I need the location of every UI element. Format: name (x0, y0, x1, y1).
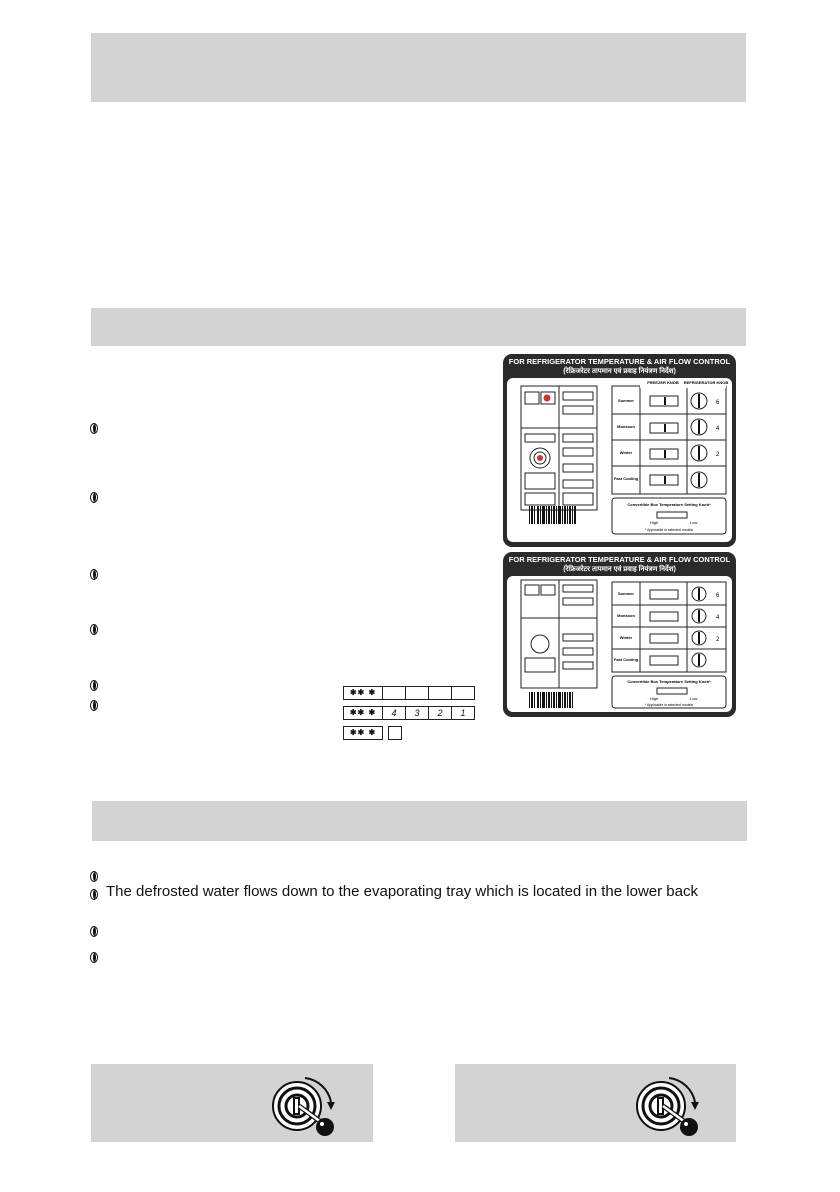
barcode-icon (529, 692, 573, 708)
freezer-star-label: ✱✱ ✱ (343, 706, 383, 720)
knob-setting: 6 (716, 400, 720, 406)
bullet-icon (90, 952, 98, 963)
freezer-knob-label: FREEZER KNOB (647, 380, 679, 385)
bullet-icon (90, 423, 98, 434)
note-label: * Applicable in selected models (644, 703, 694, 707)
freezer-scale-row-3 (343, 726, 402, 740)
bullet-icon (90, 624, 98, 635)
defrost-text-line: The defrosted water flows down to the evaporating tray which is located in the lower back (106, 883, 698, 900)
season-summer: Summer (617, 398, 635, 403)
bullet-icon (90, 492, 98, 503)
scale-cell (406, 686, 429, 700)
bullet-icon (90, 889, 98, 900)
temperature-section-banner (91, 308, 746, 346)
control-panel-1 (503, 354, 736, 547)
freezer-scale-row-1 (343, 686, 475, 700)
scale-number: 2 (429, 706, 452, 720)
bullet-icon (90, 926, 98, 937)
panel-subtitle: (रेफ्रिजरेटर तापमान एवं प्रवाह नियंत्रण निर्देश) (563, 566, 676, 573)
refrigerator-knob-label: REFRIGERATOR KNOB (683, 380, 729, 385)
panel-subtitle: (रेफ्रिजरेटर तापमान एवं प्रवाह नियंत्रण निर्देश) (563, 368, 676, 375)
high-label: High (650, 520, 659, 525)
knob-setting: 2 (716, 637, 720, 643)
top-section-banner (91, 33, 746, 102)
panel-body (507, 378, 732, 542)
low-label: Low (690, 520, 698, 525)
barcode-icon (529, 506, 576, 524)
low-label: Low (690, 696, 698, 701)
panel-title: FOR REFRIGERATOR TEMPERATURE & AIR FLOW CONTROL (508, 555, 731, 564)
defrost-section-banner (92, 801, 747, 841)
scale-number: 1 (452, 706, 475, 720)
panel-body (507, 576, 732, 712)
season-winter: Winter (619, 635, 633, 640)
freezer-star-label: ✱✱ ✱ (343, 726, 383, 740)
season-fast-cooling: Fast Cooling (613, 476, 639, 481)
bullet-icon (90, 700, 98, 711)
season-monsoon: Monsoon (617, 613, 635, 618)
season-monsoon: Monsoon (617, 424, 635, 429)
convertible-label: Convertible Box Temperature Setting Knob* (627, 679, 711, 684)
note-label: * Applicable in selected models (644, 528, 694, 532)
knob-setting: 4 (716, 615, 720, 621)
knob-setting: 4 (716, 426, 720, 432)
bullet-icon (90, 680, 98, 691)
scale-cell (452, 686, 475, 700)
high-label: High (650, 696, 659, 701)
knob-turn-icon (269, 1066, 349, 1142)
knob-illustration-box-left (91, 1064, 373, 1142)
freezer-knob-marker-icon (544, 395, 551, 402)
scale-cell (429, 686, 452, 700)
refrigerator-knob-marker-icon (537, 455, 543, 461)
bullet-icon (90, 871, 98, 882)
scale-cell (388, 726, 402, 740)
knob-setting: 6 (716, 593, 720, 599)
knob-turn-icon (633, 1066, 713, 1142)
season-fast-cooling: Fast Cooling (613, 657, 639, 662)
season-summer: Summer (617, 591, 635, 596)
freezer-scale-row-2 (343, 706, 475, 720)
control-panel-illustration (507, 576, 732, 712)
convertible-label: Convertible Box Temperature Setting Knob* (627, 502, 711, 507)
scale-number: 4 (383, 706, 406, 720)
control-panel-2 (503, 552, 736, 717)
scale-number: 3 (406, 706, 429, 720)
knob-illustration-box-right (455, 1064, 736, 1142)
panel-title: FOR REFRIGERATOR TEMPERATURE & AIR FLOW CONTROL (508, 357, 731, 366)
freezer-star-label: ✱✱ ✱ (343, 686, 383, 700)
season-winter: Winter (619, 450, 633, 455)
control-panel-illustration (507, 378, 732, 542)
scale-cell (383, 686, 406, 700)
knob-setting: 2 (716, 452, 720, 458)
bullet-icon (90, 569, 98, 580)
